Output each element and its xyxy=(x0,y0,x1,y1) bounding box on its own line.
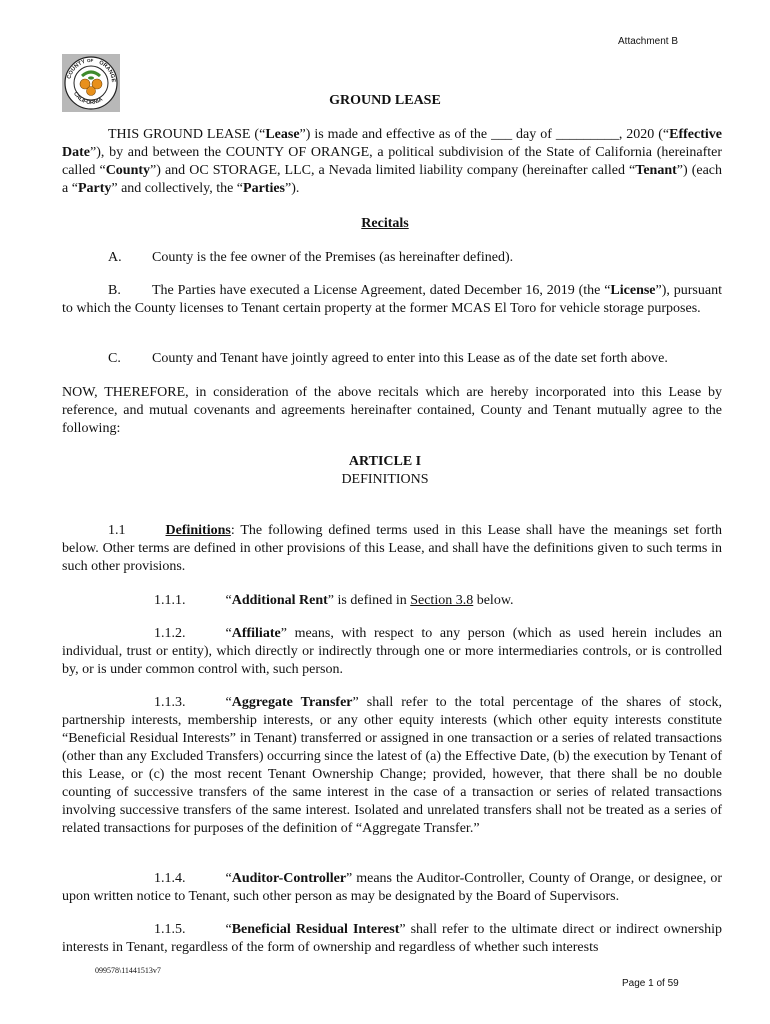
definition-1-1-5: 1.1.5. “Beneficial Residual Interest” shall refer to the ultimate direct or indirect ownership interests in Tenant, regardless of the form of ownership and regardless of whether such interests xyxy=(62,922,722,955)
document-id: 099578\11441513v7 xyxy=(95,966,161,975)
seal-text-orange: ORANGE xyxy=(97,59,117,83)
definition-1-1-4: 1.1.4. “Auditor-Controller” means the Auditor-Controller, County of Orange, or designee, or upon written notice to Tenant, such other person as may be designated by the Board of Supervisors. xyxy=(62,871,722,904)
intro-paragraph: THIS GROUND LEASE (“Lease”) is made and effective as of the ___ day of _________, 2020 (“Effective Date”), by and between the COUNTY OF ORANGE, a political subdivision of the State of California (hereinafter called “County”) and OC STORAGE, LLC, a Nevada limited liability company (hereinafter called “Tenant”) (each a “Party” and collectively, the “Parties”). xyxy=(62,127,723,196)
section-1-1: 1.1 Definitions: The following defined terms used in this Lease shall have the meanings set forth below. Other terms are defined in other provisions of this Lease, and shall have the definitions given to such terms in such other provisions. xyxy=(62,523,722,574)
definition-1-1-3: 1.1.3. “Aggregate Transfer” shall refer to the total percentage of the shares of stock, partnership interests, membership interests, or any other equity interests (which other equity interests constitute “Beneficial Residual Interests” in Tenant) transferred or assigned in one transaction or a series of related transactions (other than any Excluded Transfers) occurring since the latest of (a) the Effective Date, (b) the execution by Tenant of this Lease, or (c) the most recent Tenant Ownership Change; provided, however, that there shall be no double counting of successive transfers of the same interest in the case of a transaction or series of related transactions involving successive transfers of the same interest. Isolated and unrelated transfers shall not be treated as a series of related transactions for purposes of the definition of “Aggregate Transfer.” xyxy=(62,695,722,836)
seal-text-county: COUNTY xyxy=(66,58,87,80)
recital-a: A. County is the fee owner of the Premises (as hereinafter defined). xyxy=(108,250,514,265)
page-number: Page 1 of 59 xyxy=(622,978,679,989)
seal-text-california: CALIFORNIA xyxy=(71,91,104,107)
document-title: GROUND LEASE xyxy=(329,93,441,108)
definition-1-1-2: 1.1.2. “Affiliate” means, with respect to any person (which as used herein includes an individual, trust or entity), which directly or indirectly through one or more intermediaries controls, or is controlled by, or is under common control with, such person. xyxy=(62,626,722,677)
article-number: ARTICLE I xyxy=(348,454,422,469)
recitals-heading: Recitals xyxy=(361,216,409,231)
seal-text-of: OF xyxy=(86,57,94,64)
section-3-8-reference: Section 3.8 xyxy=(410,593,474,608)
now-therefore-paragraph: NOW, THEREFORE, in consideration of the above recitals which are hereby incorporated into this Lease by reference, and mutual covenants and agreements hereinafter contained, County and Tenant mutually agree to the following: xyxy=(62,385,722,436)
attachment-label: Attachment B xyxy=(618,36,679,47)
svg-text:OF xyxy=(87,58,94,63)
recital-b: B. The Parties have executed a License Agreement, dated December 16, 2019 (the “License”), pursuant to which the County licenses to Tenant certain property at the former MCAS El Toro for vehicle storage purposes. xyxy=(62,283,722,316)
article-name: DEFINITIONS xyxy=(341,472,429,487)
definition-1-1-1: 1.1.1. “Additional Rent” is defined in Section 3.8 below. xyxy=(154,593,514,608)
recital-c: C. County and Tenant have jointly agreed to enter into this Lease as of the date set forth above. xyxy=(108,351,668,366)
